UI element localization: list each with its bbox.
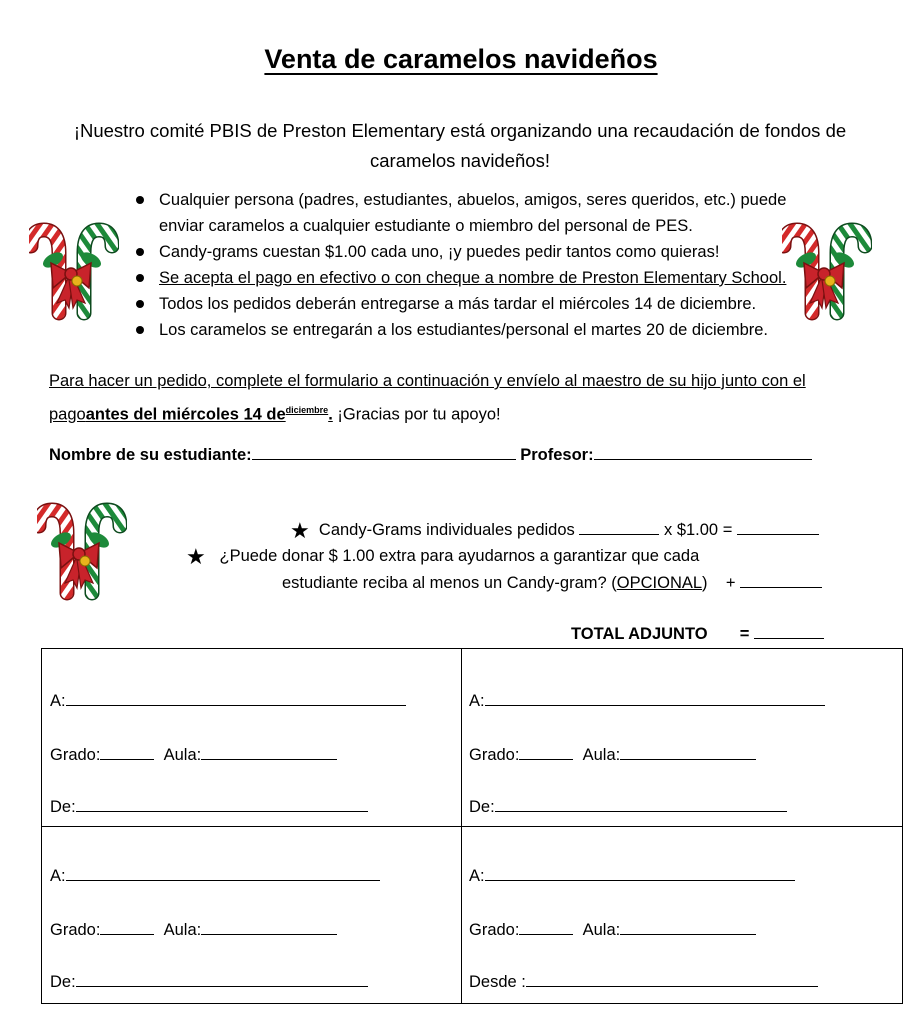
star-icon: ★ — [186, 544, 206, 569]
grade-field[interactable] — [519, 745, 573, 760]
instructions-deadline: antes del miércoles 14 de — [85, 405, 286, 424]
donation-question-cont: estudiante reciba al menos un Candy-gram? ( — [282, 574, 617, 592]
to-field[interactable] — [66, 866, 380, 881]
plus-sign: + — [725, 574, 736, 592]
room-label: Aula: — [582, 921, 621, 939]
candy-cane-icon — [37, 498, 127, 603]
room-label: Aula: — [163, 746, 202, 764]
candygram-subtotal-field[interactable] — [737, 520, 819, 535]
room-label: Aula: — [582, 746, 621, 764]
from-field[interactable] — [495, 797, 787, 812]
candygram-card — [461, 649, 880, 826]
bullet-item: Candy-grams cuestan $1.00 cada uno, ¡y puedes pedir tantos como quieras! — [130, 239, 810, 265]
from-label: De: — [469, 798, 495, 816]
bullet-item: Cualquier persona (padres, estudiantes, abuelos, amigos, seres queridos, etc.) puede enviar caramelos a cualquier estudiante o miembro del personal de PES. — [130, 187, 810, 239]
grade-label: Grado: — [50, 921, 101, 939]
bullet-item: Se acepta el pago en efectivo o con cheque a nombre de Preston Elementary School. — [130, 265, 810, 291]
to-label: A: — [50, 692, 66, 710]
from-field[interactable] — [76, 972, 368, 987]
grade-label: Grado: — [50, 746, 101, 764]
instructions-month: diciembre — [285, 405, 329, 415]
student-teacher-line — [49, 445, 812, 465]
donation-question: ¿Puede donar $ 1.00 extra para ayudarnos a garantizar que cada — [219, 547, 700, 565]
student-name-label: Nombre de su estudiante: — [49, 446, 252, 464]
order-line-quantity — [290, 520, 819, 542]
bullet-item: Todos los pedidos deberán entregarse a más tardar el miércoles 14 de diciembre. — [130, 291, 810, 317]
total-field[interactable] — [754, 624, 824, 639]
to-field[interactable] — [485, 691, 825, 706]
grade-field[interactable] — [100, 745, 154, 760]
teacher-label: Profesor: — [520, 446, 594, 464]
candygram-quantity-field[interactable] — [579, 520, 659, 535]
candygram-quantity-label: Candy-Grams individuales pedidos — [318, 521, 575, 539]
instructions-period: . — [328, 405, 333, 424]
optional-label: OPCIONAL — [616, 574, 703, 592]
candy-cane-icon — [29, 218, 119, 323]
total-equals: = — [739, 625, 750, 643]
to-field[interactable] — [485, 866, 795, 881]
to-label: A: — [50, 867, 66, 885]
instructions-text: Para hacer un pedido, complete el formulario a continuación y envíelo al maestro de su hijo junto con el pago — [49, 372, 806, 424]
room-field[interactable] — [620, 920, 756, 935]
to-label: A: — [469, 692, 485, 710]
room-field[interactable] — [620, 745, 756, 760]
order-line-donation-cont — [282, 573, 822, 593]
intro-text: ¡Nuestro comité PBIS de Preston Elementary está organizando una recaudación de fondos de caramelos navideños! — [73, 120, 847, 171]
room-field[interactable] — [201, 745, 337, 760]
candygram-card — [42, 649, 461, 826]
page-title: Venta de caramelos navideños — [264, 44, 658, 74]
to-label: A: — [469, 867, 485, 885]
candygram-cards-grid — [41, 648, 903, 1004]
from-field[interactable] — [76, 797, 368, 812]
order-line-donation — [186, 546, 699, 568]
student-name-field[interactable] — [252, 445, 516, 460]
total-line — [571, 624, 824, 644]
optional-close: ) — [702, 574, 708, 592]
star-icon: ★ — [290, 518, 310, 543]
order-instructions — [49, 367, 849, 430]
from-label: Desde : — [469, 973, 526, 991]
info-bullet-list — [130, 187, 810, 343]
room-label: Aula: — [163, 921, 202, 939]
teacher-field[interactable] — [594, 445, 812, 460]
from-label: De: — [50, 798, 76, 816]
grade-label: Grado: — [469, 921, 520, 939]
bullet-item: Los caramelos se entregarán a los estudiantes/personal el martes 20 de diciembre. — [130, 317, 810, 343]
from-label: De: — [50, 973, 76, 991]
room-field[interactable] — [201, 920, 337, 935]
grade-field[interactable] — [519, 920, 573, 935]
to-field[interactable] — [66, 691, 406, 706]
price-label: x $1.00 = — [663, 521, 733, 539]
grade-field[interactable] — [100, 920, 154, 935]
thanks-text: ¡Gracias por tu apoyo! — [332, 405, 501, 424]
total-label: TOTAL ADJUNTO — [571, 625, 708, 643]
grade-label: Grado: — [469, 746, 520, 764]
candygram-card — [42, 826, 461, 1003]
donation-amount-field[interactable] — [740, 573, 822, 588]
candygram-card — [461, 826, 880, 1003]
from-field[interactable] — [526, 972, 818, 987]
